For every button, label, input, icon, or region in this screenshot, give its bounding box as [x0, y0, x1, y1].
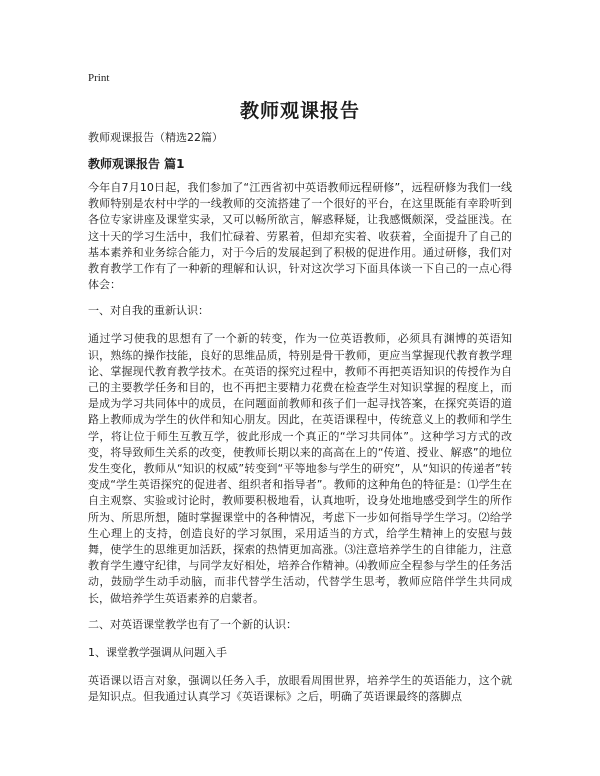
paragraph-teacher-role: 通过学习使我的思想有了一个新的转变，作为一位英语教师，必须具有渊博的英语知识，熟练的操作技能，良好的思维品质，特别是骨干教师，更应当掌握现代教育教学理论、掌握现代教育教学技术。在英语的探究过程中，教师不再把英语知识的传授作为自己的主要教学任务和目的，也不再把主要精力花费在检查学生对知识掌握的程度上，而是成为学习共同体中的成员，在问题面前教师和孩子们一起寻找答案，在探究英语的道路上教师成为学生的伙伴和知心朋友。因此，在英语课程中，传统意义上的教师和学生学，将让位于师生互教互学，彼此形成一个真正的“学习共同体”。这种学习方式的改变，将导致师生关系的改变，使教师长期以来的高高在上的“传道、授业、解惑”的地位发生变化，教师从“知识的权威”转变到“平等地参与学生的研究”，从“知识的传递者”转变成“学生英语探究的促进者、组织者和指导者”。教师的这种角色的特征是：⑴学生在自主观察、实验或讨论时，教师要积极地看，认真地听，设身处地地感受到学生的所作所为、所思所想，随时掌握课堂中的各种情况，考虑下一步如何指导学生学习。⑵给学生心理上的支持，创造良好的学习氛围，采用适当的方式，给学生精神上的安慰与鼓舞，使学生的思维更加活跃，探索的热情更加高涨。⑶注意培养学生的自律能力，注意教育学生遵守纪律，与同学友好相处，培养合作精神。⑷教师应全程参与学生的任务活动，鼓励学生动手动脑，而非代替学生活动，代替学生思考，教师应陪伴学生共同成长，做培养学生英语素养的启蒙者。	[88, 332, 512, 605]
heading-problem-based: 1、课堂教学强调从问题入手	[88, 645, 227, 659]
heading-self-recognition: 一、对自我的重新认识：	[88, 304, 209, 318]
paragraph-intro: 今年自7月10日起，我们参加了“江西省初中英语教师远程研修”，远程研修为我们一线教师特别是农村中学的一线教师的交流搭建了一个很好的平台，在这里既能有幸聆听到各位专家讲座及课堂实录，又可以畅所欲言，解惑释疑，让我感慨颇深，受益匪浅。在这十天的学习生活中，我们忙碌着、劳累着，但却充实着、收获着，全面提升了自己的基本素养和业务综合能力，对于今后的发展起到了积极的促进作用。通过研修，我们对教育教学工作有了一种新的理解和认识，针对这次学习下面具体谈一下自己的一点心得体会：	[88, 181, 512, 292]
paragraph-english-class: 英语课以语言对象，强调以任务入手，放眼看周围世界，培养学生的英语能力，这个就是知识点。但我通过认真学习《英语课标》之后，明确了英语课最终的落脚点	[88, 673, 512, 704]
document-body	[88, 130, 512, 715]
section-heading: 教师观课报告 篇1	[88, 157, 185, 171]
print-link[interactable]: Print	[88, 72, 110, 84]
page-title: 教师观课报告	[239, 100, 360, 122]
document-subtitle: 教师观课报告（精选22篇）	[88, 131, 223, 144]
heading-classroom-recognition: 二、对英语课堂教学也有了一个新的认识：	[88, 617, 297, 631]
